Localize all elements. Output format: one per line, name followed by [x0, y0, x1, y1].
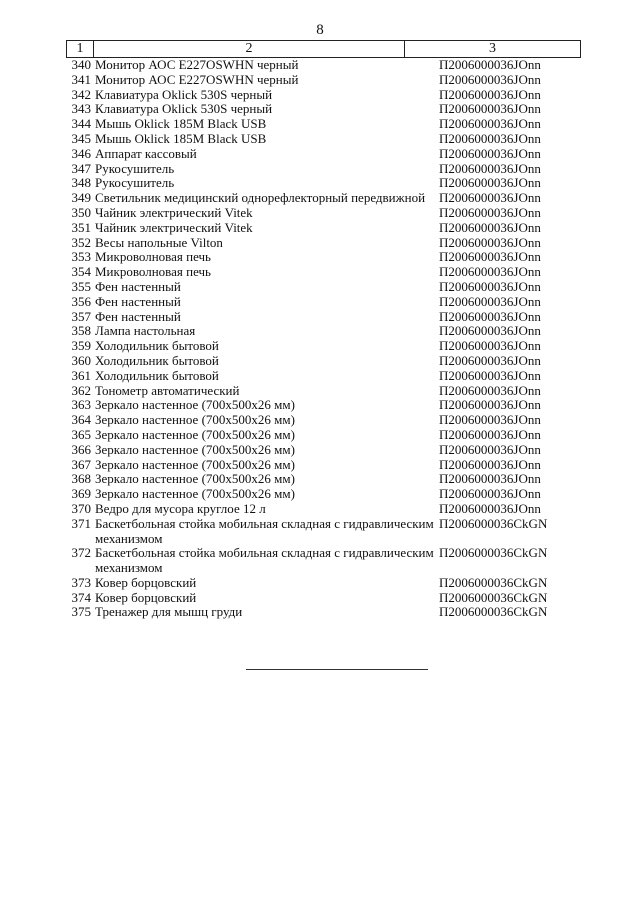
- table-row: [66, 324, 586, 339]
- inventory-code: П2006000036JOnn: [439, 219, 541, 235]
- inventory-code: П2006000036JOnn: [439, 71, 541, 87]
- item-name: Ведро для мусора круглое 12 л: [95, 500, 266, 516]
- table-row: [66, 384, 586, 399]
- row-number: 364: [71, 412, 91, 428]
- table-row: [66, 265, 586, 280]
- inventory-code: П2006000036JOnn: [439, 412, 541, 428]
- row-number: 370: [71, 500, 91, 516]
- row-number: 372: [71, 545, 91, 561]
- table-header: [66, 40, 581, 58]
- inventory-code: П2006000036JOnn: [439, 57, 541, 72]
- item-name: Тонометр автоматический: [95, 382, 240, 398]
- item-name: Зеркало настенное (700х500х26 мм): [95, 456, 295, 472]
- item-name: Тренажер для мышц груди: [95, 604, 243, 620]
- signature-line: [246, 669, 428, 670]
- row-number: 361: [71, 367, 91, 383]
- table-row: [66, 517, 586, 547]
- table-row: [66, 354, 586, 369]
- inventory-code: П2006000036JOnn: [439, 204, 541, 220]
- inventory-code: П2006000036JOnn: [439, 456, 541, 472]
- item-name: Ковер борцовский: [95, 574, 197, 590]
- item-name: Мышь Oklick 185M Black USB: [95, 130, 267, 146]
- row-number: 371: [71, 515, 91, 531]
- item-name: Клавиатура Oklick 530S черный: [95, 101, 273, 117]
- table-row: [66, 280, 586, 295]
- row-number: 346: [71, 145, 91, 161]
- table-row: [66, 605, 586, 620]
- inventory-code: П2006000036JOnn: [439, 308, 541, 324]
- row-number: 369: [71, 486, 91, 502]
- row-number: 363: [71, 397, 91, 413]
- item-name: Холодильник бытовой: [95, 338, 219, 354]
- row-number: 374: [71, 589, 91, 605]
- row-number: 348: [71, 175, 91, 191]
- table-row: [66, 413, 586, 428]
- page-number: 8: [316, 22, 324, 38]
- table-row: [66, 102, 586, 117]
- item-name: Монитор АОС Е227OSWHN черный: [95, 71, 299, 87]
- inventory-code: П2006000036CkGN: [439, 604, 548, 620]
- item-name: Монитор АОС Е227OSWHN черный: [95, 57, 299, 72]
- item-name: Зеркало настенное (700х500х26 мм): [95, 397, 295, 413]
- table-row: [66, 310, 586, 325]
- table-row: [66, 132, 586, 147]
- item-name: Зеркало настенное (700х500х26 мм): [95, 412, 295, 428]
- inventory-code: П2006000036JOnn: [439, 352, 541, 368]
- inventory-code: П2006000036JOnn: [439, 101, 541, 117]
- column-header-code: 3: [489, 41, 496, 56]
- inventory-code: П2006000036JOnn: [439, 116, 541, 132]
- item-name: Мышь Oklick 185M Black USB: [95, 116, 267, 132]
- inventory-code: П2006000036JOnn: [439, 175, 541, 191]
- table-row: [66, 236, 586, 251]
- table-row: [66, 162, 586, 177]
- item-name: Клавиатура Oklick 530S черный: [95, 86, 273, 102]
- inventory-code: П2006000036JOnn: [439, 382, 541, 398]
- inventory-code: П2006000036JOnn: [439, 293, 541, 309]
- inventory-code: П2006000036JOnn: [439, 264, 541, 280]
- inventory-code: П2006000036JOnn: [439, 323, 541, 339]
- inventory-code: П2006000036JOnn: [439, 486, 541, 502]
- table-row: [66, 458, 586, 473]
- row-number: 368: [71, 471, 91, 487]
- table-row: [66, 73, 586, 88]
- item-name: Зеркало настенное (700х500х26 мм): [95, 441, 295, 457]
- row-number: 366: [71, 441, 91, 457]
- table-row: [66, 502, 586, 517]
- table-body: [66, 58, 586, 620]
- table-row: [66, 487, 586, 502]
- table-row: [66, 472, 586, 487]
- inventory-code: П2006000036JOnn: [439, 145, 541, 161]
- item-name: Микроволновая печь: [95, 249, 211, 265]
- item-name: Зеркало настенное (700х500х26 мм): [95, 471, 295, 487]
- table-row: [66, 250, 586, 265]
- table-row: [66, 58, 586, 73]
- row-number: 344: [71, 116, 91, 132]
- inventory-code: П2006000036CkGN: [439, 515, 548, 531]
- inventory-code: П2006000036JOnn: [439, 234, 541, 250]
- item-name: Рукосушитель: [95, 160, 175, 176]
- row-number: 342: [71, 86, 91, 102]
- row-number: 356: [71, 293, 91, 309]
- table-row: [66, 339, 586, 354]
- row-number: 347: [71, 160, 91, 176]
- row-number: 375: [71, 604, 91, 620]
- table-row: [66, 191, 586, 206]
- table-row: [66, 88, 586, 103]
- row-number: 352: [71, 234, 91, 250]
- row-number: 362: [71, 382, 91, 398]
- table-row: [66, 443, 586, 458]
- table-row: [66, 206, 586, 221]
- column-header-name: 2: [94, 41, 405, 57]
- row-number: 357: [71, 308, 91, 324]
- inventory-code: П2006000036JOnn: [439, 441, 541, 457]
- inventory-code: П2006000036JOnn: [439, 397, 541, 413]
- item-name: Микроволновая печь: [95, 264, 211, 280]
- item-name: Зеркало настенное (700х500х26 мм): [95, 426, 295, 442]
- table-row: [66, 147, 586, 162]
- row-number: 353: [71, 249, 91, 265]
- row-number: 341: [71, 71, 91, 87]
- table-row: [66, 176, 586, 191]
- row-number: 367: [71, 456, 91, 472]
- row-number: 354: [71, 264, 91, 280]
- item-name: Зеркало настенное (700х500х26 мм): [95, 486, 295, 502]
- item-name: Весы напольные Vilton: [95, 234, 223, 250]
- item-name: Холодильник бытовой: [95, 352, 219, 368]
- row-number: 365: [71, 426, 91, 442]
- item-name: Холодильник бытовой: [95, 367, 219, 383]
- table-row: [66, 117, 586, 132]
- inventory-code: П2006000036JOnn: [439, 471, 541, 487]
- item-name: Аппарат кассовый: [95, 145, 197, 161]
- item-name: Чайник электрический Vitek: [95, 204, 253, 220]
- inventory-code: П2006000036JOnn: [439, 338, 541, 354]
- row-number: 360: [71, 352, 91, 368]
- inventory-code: П2006000036CkGN: [439, 589, 548, 605]
- row-number: 358: [71, 323, 91, 339]
- inventory-code: П2006000036JOnn: [439, 500, 541, 516]
- table-row: [66, 546, 586, 576]
- inventory-code: П2006000036CkGN: [439, 574, 548, 590]
- table-row: [66, 576, 586, 591]
- inventory-code: П2006000036JOnn: [439, 426, 541, 442]
- inventory-code: П2006000036JOnn: [439, 160, 541, 176]
- inventory-code: П2006000036JOnn: [439, 249, 541, 265]
- row-number: 345: [71, 130, 91, 146]
- item-name: Фен настенный: [95, 293, 181, 309]
- row-number: 340: [71, 57, 91, 72]
- item-name: Рукосушитель: [95, 175, 175, 191]
- inventory-code: П2006000036JOnn: [439, 130, 541, 146]
- row-number: 350: [71, 204, 91, 220]
- inventory-code: П2006000036JOnn: [439, 86, 541, 102]
- table-row: [66, 591, 586, 606]
- inventory-code: П2006000036JOnn: [439, 278, 541, 294]
- row-number: 351: [71, 219, 91, 235]
- item-name: Фен настенный: [95, 278, 181, 294]
- inventory-code: П2006000036JOnn: [439, 367, 541, 383]
- item-name: Баскетбольная стойка мобильная складная с гидравлическим механизмом: [95, 545, 434, 576]
- item-name: Баскетбольная стойка мобильная складная с гидравлическим механизмом: [95, 515, 434, 546]
- table-row: [66, 398, 586, 413]
- row-number: 373: [71, 574, 91, 590]
- item-name: Чайник электрический Vitek: [95, 219, 253, 235]
- item-name: Ковер борцовский: [95, 589, 197, 605]
- table-row: [66, 369, 586, 384]
- row-number: 359: [71, 338, 91, 354]
- row-number: 349: [71, 190, 91, 206]
- item-name: Светильник медицинский однорефлекторный передвижной: [95, 190, 426, 206]
- row-number: 355: [71, 278, 91, 294]
- item-name: Лампа настольная: [95, 323, 196, 339]
- item-name: Фен настенный: [95, 308, 181, 324]
- table-row: [66, 295, 586, 310]
- inventory-code: П2006000036CkGN: [439, 545, 548, 561]
- table-row: [66, 428, 586, 443]
- inventory-code: П2006000036JOnn: [439, 190, 541, 206]
- column-header-number: 1: [67, 41, 94, 57]
- table-row: [66, 221, 586, 236]
- row-number: 343: [71, 101, 91, 117]
